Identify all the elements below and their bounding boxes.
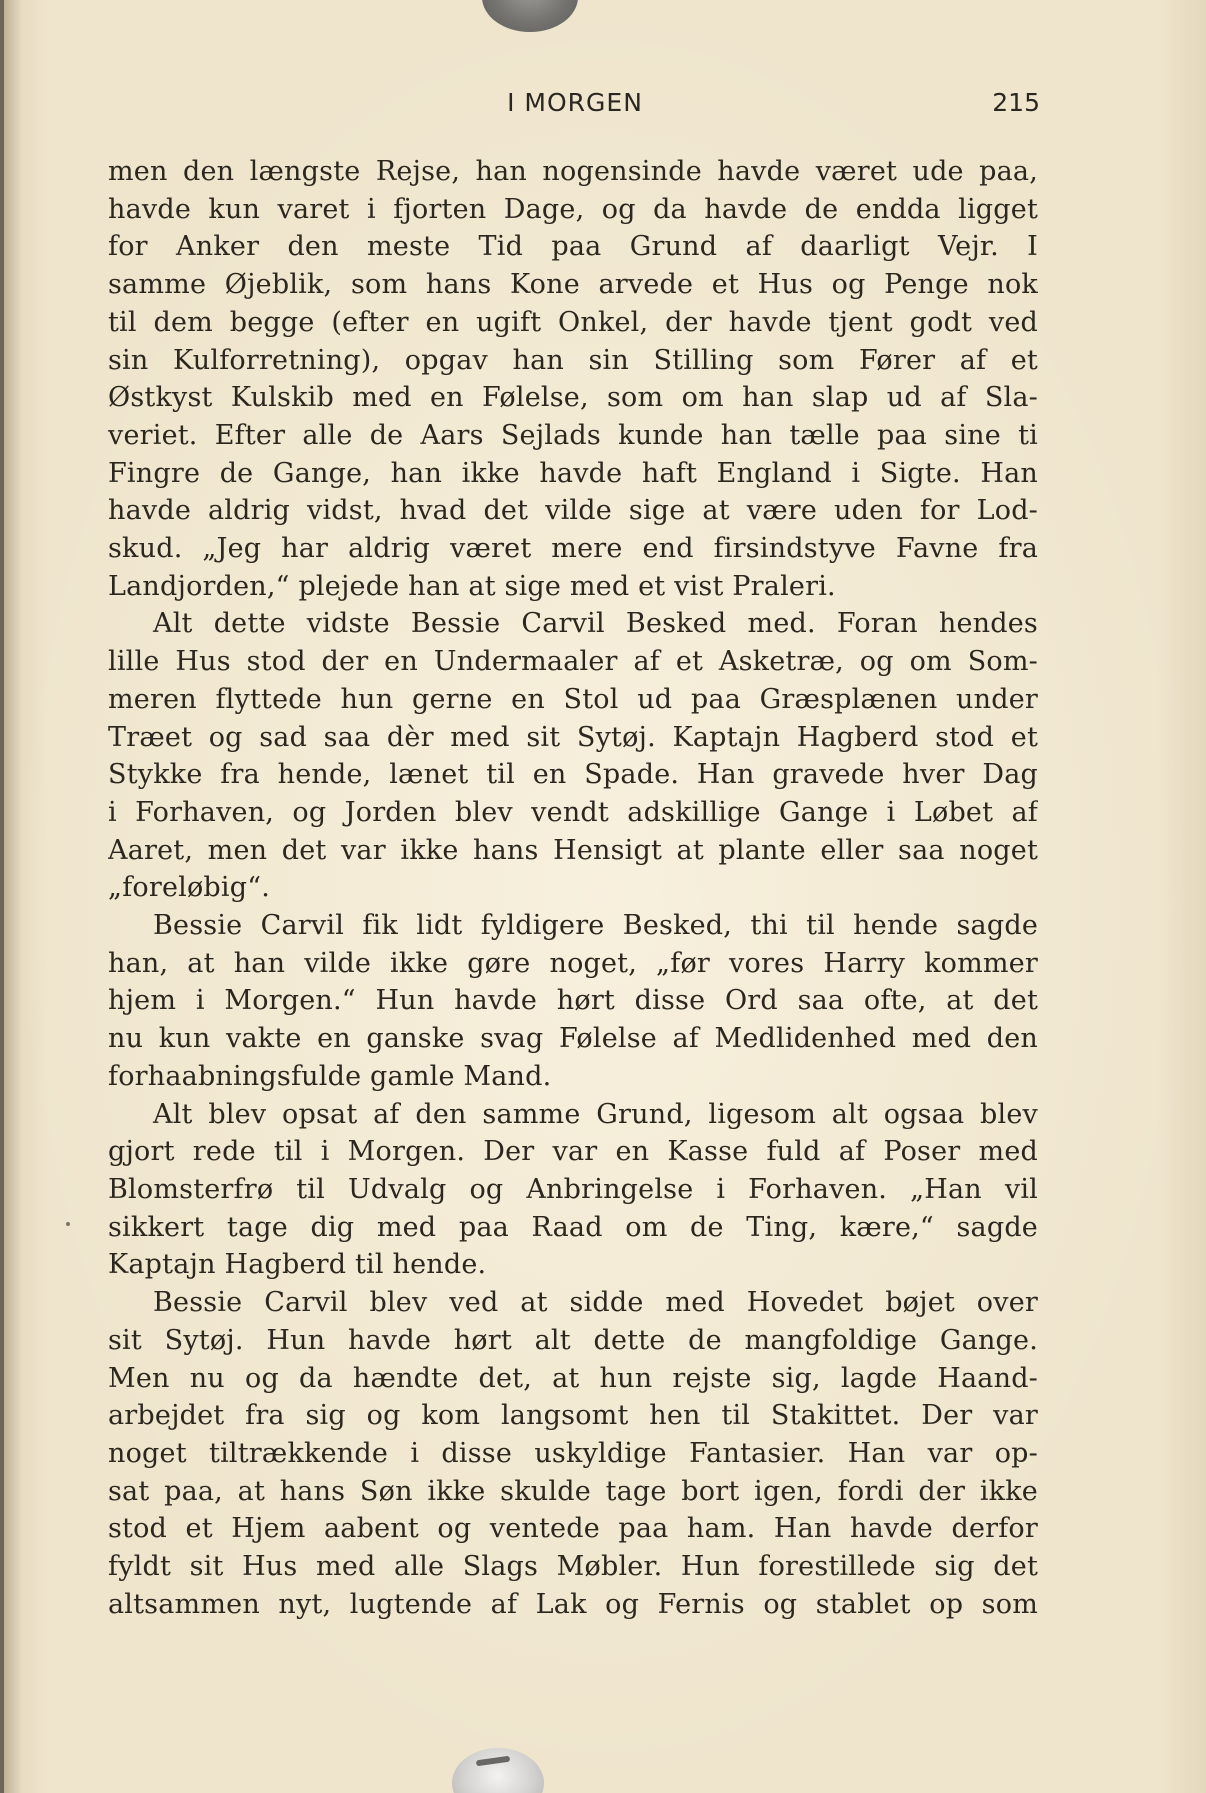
text-line: Landjorden,“ plejede han at sige med et vist Praleri. [108, 570, 836, 602]
running-title: I MORGEN [507, 88, 643, 117]
text-line: Stykke fra hende, lænet til en Spade. Han gravede hver Dag [108, 759, 1038, 791]
text-line: til dem begge (efter en ugift Onkel, der havde tjent godt ved [108, 306, 1038, 338]
text-line: Alt dette vidste Bessie Carvil Besked med. Foran hendes [153, 608, 1038, 640]
text-line: i Forhaven, og Jorden blev vendt adskillige Gange i Løbet af [108, 796, 1038, 828]
top-binder-clip [482, 0, 578, 32]
text-line: forhaabningsfulde gamle Mand. [108, 1060, 552, 1092]
text-line: arbejdet fra sig og kom langsomt hen til Stakittet. Der var [108, 1400, 1038, 1432]
text-line: samme Øjeblik, som hans Kone arvede et Hus og Penge nok [108, 269, 1038, 301]
text-line: men den længste Rejse, han nogensinde havde været ude paa, [108, 156, 1038, 187]
text-line: sikkert tage dig med paa Raad om de Ting, kære,“ sagde [108, 1211, 1038, 1243]
text-line: noget tiltrækkende i disse uskyldige Fantasier. Han var op- [108, 1437, 1038, 1469]
page-edge-shadow [4, 0, 22, 1793]
text-line: Bessie Carvil fik lidt fyldigere Besked, thi til hende sagde [153, 910, 1038, 942]
text-line: meren flyttede hun gerne en Stol ud paa Græsplænen under [108, 683, 1038, 715]
text-line: veriet. Efter alle de Aars Sejlads kunde han tælle paa sine ti [108, 419, 1038, 451]
text-line: stod et Hjem aabent og ventede paa ham. Han havde derfor [108, 1513, 1038, 1545]
text-line: sit Sytøj. Hun havde hørt alt dette de mangfoldige Gange. [108, 1324, 1038, 1356]
text-line: nu kun vakte en ganske svag Følelse af Medlidenhed med den [108, 1023, 1038, 1055]
text-line: Men nu og da hændte det, at hun rejste sig, lagde Haand- [108, 1362, 1038, 1394]
text-line: gjort rede til i Morgen. Der var en Kasse fuld af Poser med [108, 1136, 1038, 1168]
text-line: Østkyst Kulskib med en Følelse, som om han slap ud af Sla- [108, 382, 1038, 414]
text-line: Aaret, men det var ikke hans Hensigt at plante eller saa noget [108, 834, 1038, 866]
text-line: altsammen nyt, lugtende af Lak og Fernis og stablet op som [108, 1588, 1038, 1620]
text-line: skud. „Jeg har aldrig været mere end firsindstyve Favne fra [108, 533, 1038, 565]
text-line: Kaptajn Hagberd til hende. [108, 1249, 487, 1281]
text-line: havde aldrig vidst, hvad det vilde sige at være uden for Lod- [108, 495, 1038, 527]
text-line: Blomsterfrø til Udvalg og Anbringelse i Forhaven. „Han vil [108, 1173, 1038, 1205]
page-header [110, 83, 1040, 123]
body-text [108, 153, 1038, 1623]
text-line: Træet og sad saa dèr med sit Sytøj. Kaptajn Hagberd stod et [108, 721, 1038, 753]
page-number: 215 [992, 88, 1040, 117]
text-line: havde kun varet i fjorten Dage, og da havde de endda ligget [108, 193, 1038, 225]
text-line: hjem i Morgen.“ Hun havde hørt disse Ord saa ofte, at det [108, 985, 1038, 1017]
text-line: fyldt sit Hus med alle Slags Møbler. Hun forestillede sig det [108, 1551, 1038, 1583]
text-line: han, at han vilde ikke gøre noget, „før vores Harry kommer [108, 947, 1038, 979]
paper-speck [66, 1222, 70, 1226]
text-line: lille Hus stod der en Undermaaler af et Asketræ, og om Som- [108, 646, 1038, 678]
text-line: sin Kulforretning), opgav han sin Stilling som Fører af et [108, 344, 1038, 376]
text-line: sat paa, at hans Søn ikke skulde tage bort igen, fordi der ikke [108, 1475, 1038, 1507]
text-line: Bessie Carvil blev ved at sidde med Hovedet bøjet over [153, 1287, 1038, 1319]
text-line: Alt blev opsat af den samme Grund, ligesom alt ogsaa blev [153, 1098, 1038, 1130]
bottom-binder-clip [452, 1748, 544, 1793]
text-line: Fingre de Gange, han ikke havde haft England i Sigte. Han [108, 457, 1038, 489]
text-line: „foreløbig“. [108, 872, 271, 904]
text-line: for Anker den meste Tid paa Grund af daarligt Vejr. I [108, 231, 1038, 263]
